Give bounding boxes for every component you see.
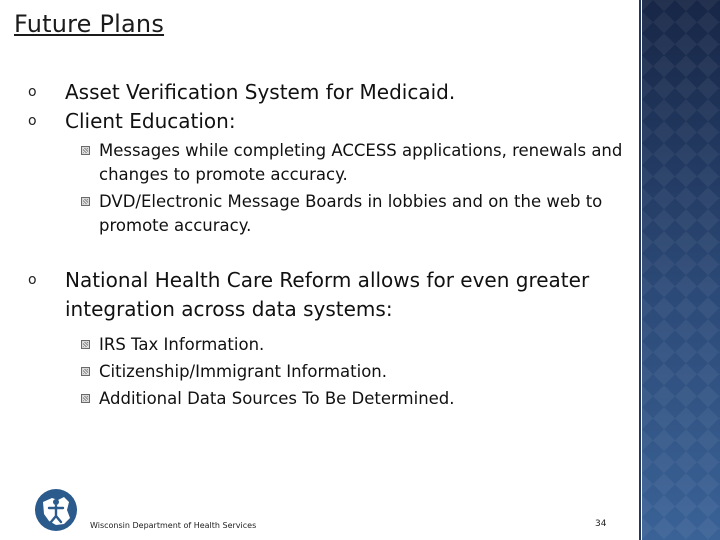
square-bullet-icon (81, 197, 90, 206)
sub-bullet-item (28, 190, 628, 238)
page-number: 34 (595, 519, 607, 529)
decorative-side-bar (642, 0, 720, 540)
circle-bullet-icon: o (28, 272, 37, 288)
footer-text: Wisconsin Department of Health Services (90, 521, 257, 530)
wisconsin-dhs-logo-icon (34, 488, 78, 532)
square-bullet-icon (81, 367, 90, 376)
bullet-item (28, 266, 628, 324)
sub-bullet-item (28, 139, 628, 187)
square-bullet-icon (81, 146, 90, 155)
slide-title: Future Plans (14, 10, 165, 38)
square-bullet-icon (81, 340, 90, 349)
sub-bullet-text: Citizenship/Immigrant Information. (99, 362, 387, 381)
bullet-item (28, 78, 628, 107)
bullet-text: Client Education: (65, 109, 236, 133)
slide-content (28, 78, 628, 411)
sub-bullet-text: Additional Data Sources To Be Determined. (99, 389, 455, 408)
side-divider (639, 0, 641, 540)
sub-bullet-item (28, 387, 628, 411)
bullet-text: National Health Care Reform allows for even greater integration across data systems: (65, 268, 590, 321)
square-bullet-icon (81, 394, 90, 403)
circle-bullet-icon: o (28, 84, 37, 100)
bullet-item (28, 107, 628, 136)
sub-bullet-text: IRS Tax Information. (99, 335, 265, 354)
bullet-text: Asset Verification System for Medicaid. (65, 80, 456, 104)
sub-bullet-item (28, 360, 628, 384)
sub-bullet-text: Messages while completing ACCESS applications, renewals and changes to promote accuracy. (99, 141, 623, 184)
sub-bullet-text: DVD/Electronic Message Boards in lobbies and on the web to promote accuracy. (99, 192, 603, 235)
circle-bullet-icon: o (28, 113, 37, 129)
sub-bullet-item (28, 333, 628, 357)
